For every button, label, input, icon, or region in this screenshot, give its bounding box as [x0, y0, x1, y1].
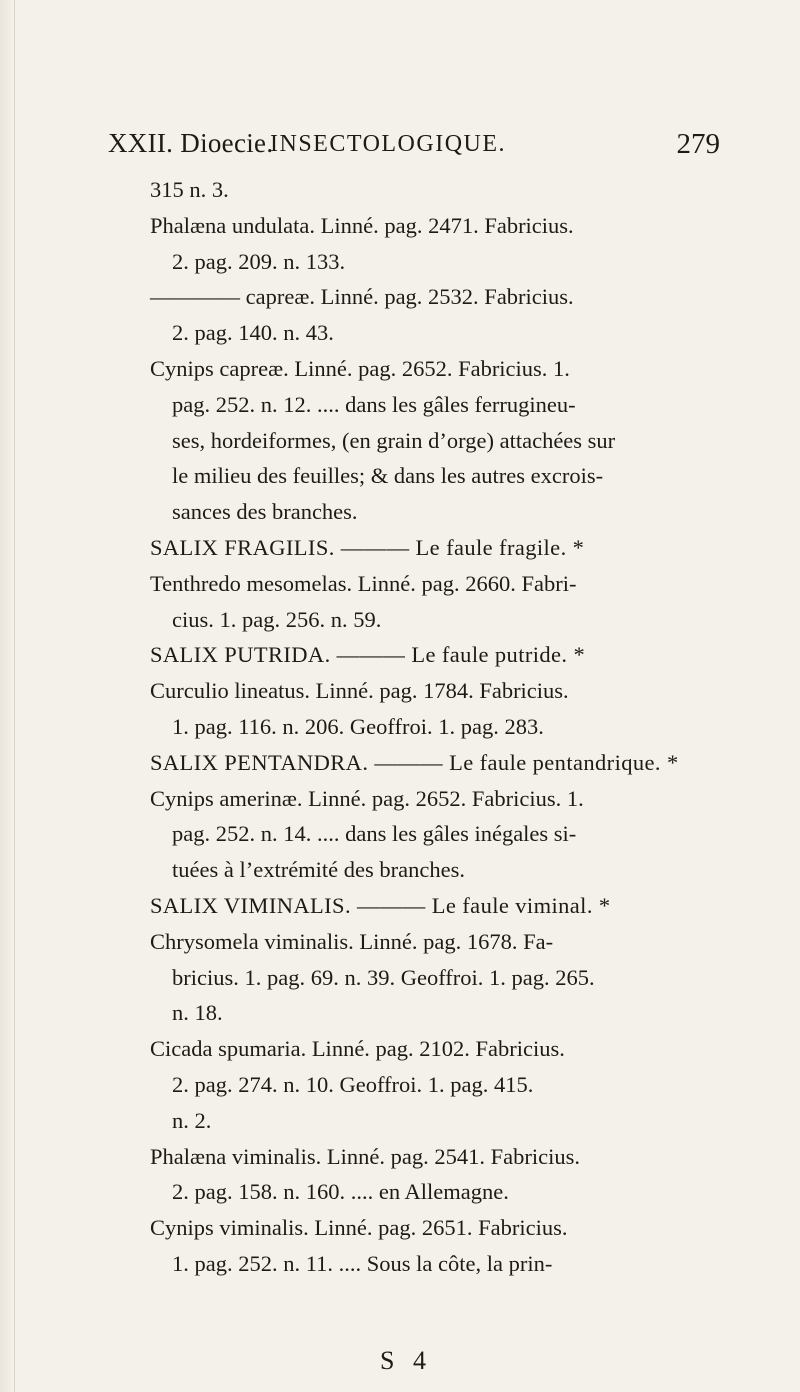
species-heading: SALIX VIMINALIS. ——— Le faule viminal. *	[150, 892, 611, 918]
text-line: n. 2.	[172, 1107, 212, 1133]
entry-line: ———— capreæ. Linné. pag. 2532. Fabricius.	[150, 284, 574, 310]
text-line: sances des branches.	[172, 499, 358, 525]
text-line: pag. 252. n. 12. .... dans les gâles ferrugineu-	[172, 391, 576, 417]
entry-line: Cynips amerinæ. Linné. pag. 2652. Fabricius. 1.	[150, 785, 584, 811]
entry-line: Cicada spumaria. Linné. pag. 2102. Fabricius.	[150, 1036, 565, 1062]
text-line: 1. pag. 116. n. 206. Geoffroi. 1. pag. 283.	[172, 713, 544, 739]
signature-mark: S 4	[380, 1346, 432, 1375]
species-heading: SALIX PENTANDRA. ——— Le faule pentandrique. *	[150, 749, 679, 775]
text-line: pag. 252. n. 14. .... dans les gâles inégales si-	[172, 821, 577, 847]
text-line: bricius. 1. pag. 69. n. 39. Geoffroi. 1. pag. 265.	[172, 964, 595, 990]
page-body	[150, 172, 720, 1282]
text-line: 2. pag. 158. n. 160. .... en Allemagne.	[172, 1179, 509, 1205]
page-gutter	[0, 0, 15, 1392]
text-line: 1. pag. 252. n. 11. .... Sous la côte, la prin-	[172, 1250, 553, 1276]
entry-line: Cynips viminalis. Linné. pag. 2651. Fabricius.	[150, 1215, 568, 1241]
entry-line: Chrysomela viminalis. Linné. pag. 1678. Fa-	[150, 928, 554, 954]
text-line: 2. pag. 274. n. 10. Geoffroi. 1. pag. 415.	[172, 1071, 534, 1097]
page-number: 279	[676, 128, 720, 160]
text-line: 2. pag. 209. n. 133.	[172, 248, 346, 274]
entry-line: Cynips capreæ. Linné. pag. 2652. Fabricius. 1.	[150, 355, 570, 381]
text-line: cius. 1. pag. 256. n. 59.	[172, 606, 382, 632]
text-line: 2. pag. 140. n. 43.	[172, 320, 334, 346]
header-title: INSECTOLOGIQUE.	[270, 131, 507, 157]
text-line: ses, hordeiformes, (en grain d’orge) attachées sur	[172, 427, 616, 453]
running-header	[108, 128, 720, 168]
species-heading: SALIX PUTRIDA. ——— Le faule putride. *	[150, 642, 586, 668]
text-line: 315 n. 3.	[150, 177, 229, 202]
text-line: le milieu des feuilles; & dans les autres excrois-	[172, 463, 604, 489]
entry-line: Curculio lineatus. Linné. pag. 1784. Fabricius.	[150, 678, 569, 704]
entry-line: Phalæna undulata. Linné. pag. 2471. Fabricius.	[150, 212, 574, 238]
text-line: tuées à l’extrémité des branches.	[172, 857, 465, 883]
text-line: n. 18.	[172, 1000, 223, 1026]
entry-line: Phalæna viminalis. Linné. pag. 2541. Fabricius.	[150, 1143, 580, 1169]
entry-line: Tenthredo mesomelas. Linné. pag. 2660. Fabri-	[150, 570, 577, 596]
header-section: XXII. Dioecie.	[108, 128, 274, 158]
species-heading: SALIX FRAGILIS. ——— Le faule fragile. *	[150, 534, 585, 560]
